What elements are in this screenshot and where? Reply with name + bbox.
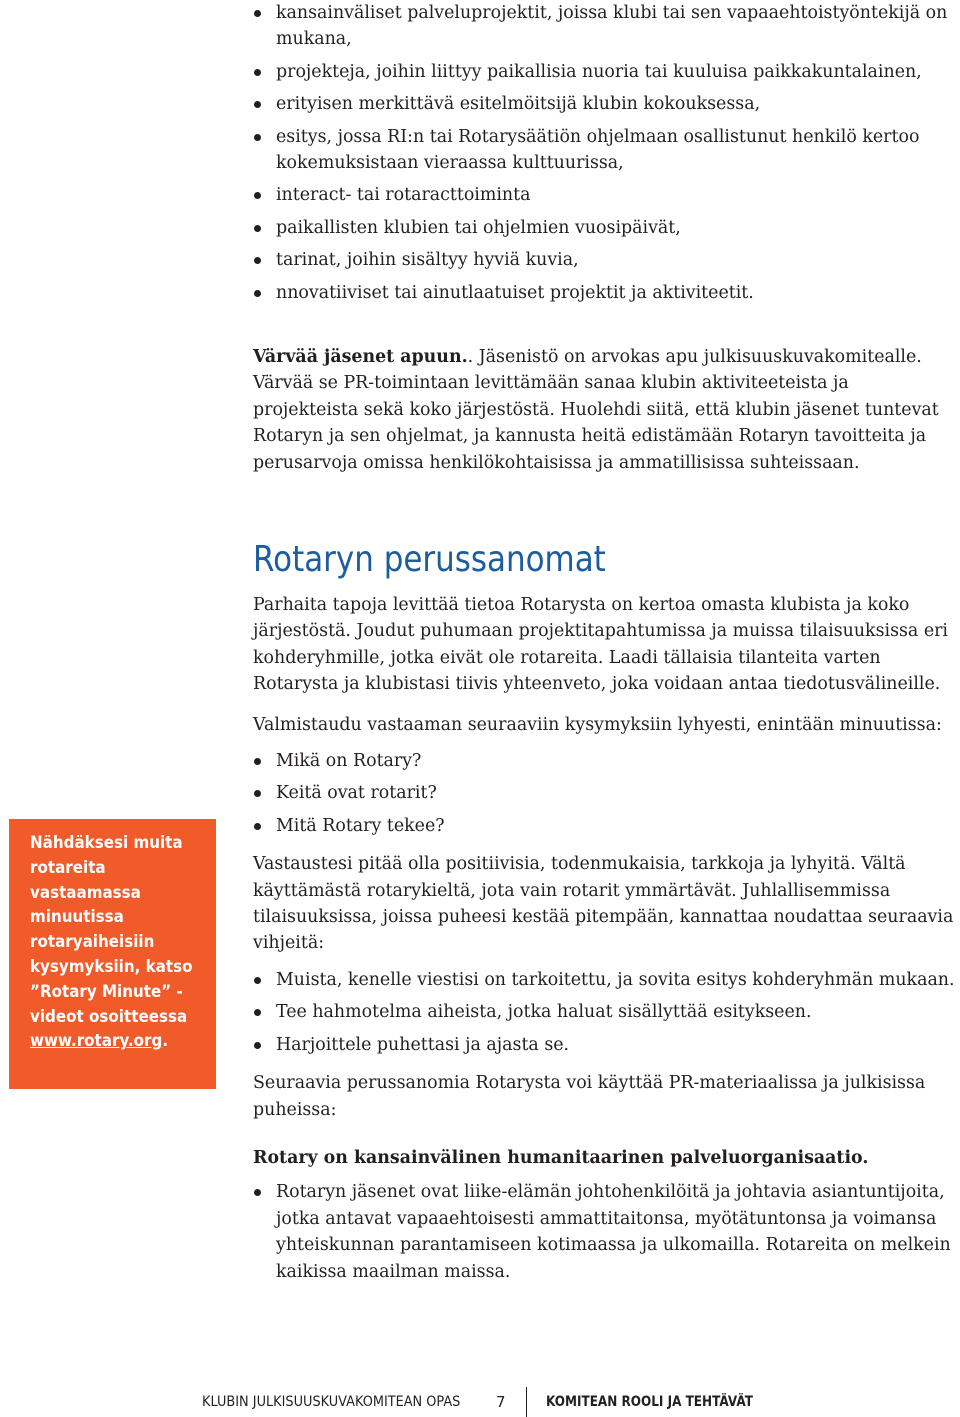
list-item: paikallisten klubien tai ohjelmien vuosipäivät,	[253, 215, 958, 241]
final-list	[253, 1179, 958, 1285]
recruit-paragraph	[253, 344, 958, 476]
sidebar-callout	[9, 819, 216, 1089]
list-item: kansainväliset palveluprojektit, joissa klubi tai sen vapaaehtoistyöntekijä on mukana,	[253, 0, 958, 53]
question-item: Mitä Rotary tekee?	[253, 813, 958, 839]
list-item: projekteja, joihin liittyy paikallisia nuoria tai kuuluisa paikkakuntalainen,	[253, 59, 958, 85]
tips-list	[253, 967, 958, 1058]
footer-chapter-title: KOMITEAN ROOLI JA TEHTÄVÄT	[546, 1394, 753, 1410]
messages-paragraph: Seuraavia perussanomia Rotarysta voi käyttää PR-materiaalissa ja julkisissa puheissa:	[253, 1073, 926, 1120]
list-item: interact- tai rotaracttoiminta	[253, 182, 958, 208]
list-item: erityisen merkittävä esitelmöitsijä klubin kokouksessa,	[253, 91, 958, 117]
section-title: Rotaryn perussanomat	[253, 539, 606, 580]
tip-item: Muista, kenelle viestisi on tarkoitettu, ja sovita esitys kohderyhmän mukaan.	[253, 967, 958, 993]
rotary-link[interactable]: www.rotary.org	[30, 1031, 163, 1052]
answers-paragraph: Vastaustesi pitää olla positiivisia, todenmukaisia, tarkkoja ja lyhyitä. Vältä käyttämästä rotarykieltä, jota vain rotarit ymmärtävät. Juhlallisemmissa tilaisuuksissa, joissa puheesi kestää pitempään, kannattaa noudattaa seuraavia vihjeitä:	[253, 854, 954, 954]
callout-text: Nähdäksesi muita rotareita vastaamassa minuutissa rotaryaiheisiin kysymyksiin, katso ”Rotary Minute” -videot osoitteessa	[30, 833, 193, 1027]
bold-heading: Rotary on kansainvälinen humanitaarinen palveluorganisaatio.	[253, 1147, 869, 1168]
tip-item: Harjoittele puhettasi ja ajasta se.	[253, 1032, 958, 1058]
recruit-lead: Värvää jäsenet apuun.	[253, 347, 468, 367]
recruit-text: . Jäsenistö on arvokas apu julkisuuskuvakomitealle. Värvää se PR-toimintaan levittämään sanaa klubin aktiviteeteista ja projekteista sekä koko järjestöstä. Huolehdi siitä, että klubin jäsenet tuntevat Rotaryn ja sen ohjelmat, ja kannusta heitä edistämään Rotaryn tavoitteita ja perusarvoja omissa henkilökohtaisissa ja ammatillisissa suhteissaan.	[253, 347, 939, 473]
list-item: Rotaryn jäsenet ovat liike-elämän johtohenkilöitä ja johtavia asiantuntijoita, jotka antavat vapaaehtoisesti ammattitaitonsa, myötätuntonsa ja voimansa yhteiskunnan parantamiseen kotimaassa ja ulkomailla. Rotareita on melkein kaikissa maailman maissa.	[253, 1179, 958, 1285]
question-item: Mikä on Rotary?	[253, 748, 958, 774]
prepare-paragraph: Valmistaudu vastaaman seuraaviin kysymyksiin lyhyesti, enintään minuutissa:	[253, 714, 942, 735]
footer-guide-title: KLUBIN JULKISUUSKUVAKOMITEAN OPAS	[202, 1394, 461, 1410]
highlights-list	[253, 0, 958, 306]
main-column	[253, 592, 958, 1291]
footer-divider	[526, 1387, 527, 1417]
list-item: nnovatiiviset tai ainutlaatuiset projektit ja aktiviteetit.	[253, 280, 958, 306]
question-item: Keitä ovat rotarit?	[253, 780, 958, 806]
intro-paragraph: Parhaita tapoja levittää tietoa Rotarysta on kertoa omasta klubista ja koko järjestöstä. Joudut puhumaan projektitapahtumissa ja muissa tilaisuuksissa eri kohderyhmille, jotka eivät ole rotareita. Laadi tällaisia tilanteita varten Rotarysta ja klubistasi tiivis yhteenveto, joka voidaan antaa tiedotusvälineille.	[253, 595, 948, 695]
callout-period: .	[162, 1031, 169, 1052]
questions-list	[253, 748, 958, 839]
list-item: esitys, jossa RI:n tai Rotarysäätiön ohjelmaan osallistunut henkilö kertoo kokemuksistaan vieraassa kulttuurissa,	[253, 124, 958, 177]
tip-item: Tee hahmotelma aiheista, jotka haluat sisällyttää esitykseen.	[253, 999, 958, 1025]
top-list-block	[253, 0, 958, 312]
list-item: tarinat, joihin sisältyy hyviä kuvia,	[253, 247, 958, 273]
page-number: 7	[496, 1393, 506, 1411]
